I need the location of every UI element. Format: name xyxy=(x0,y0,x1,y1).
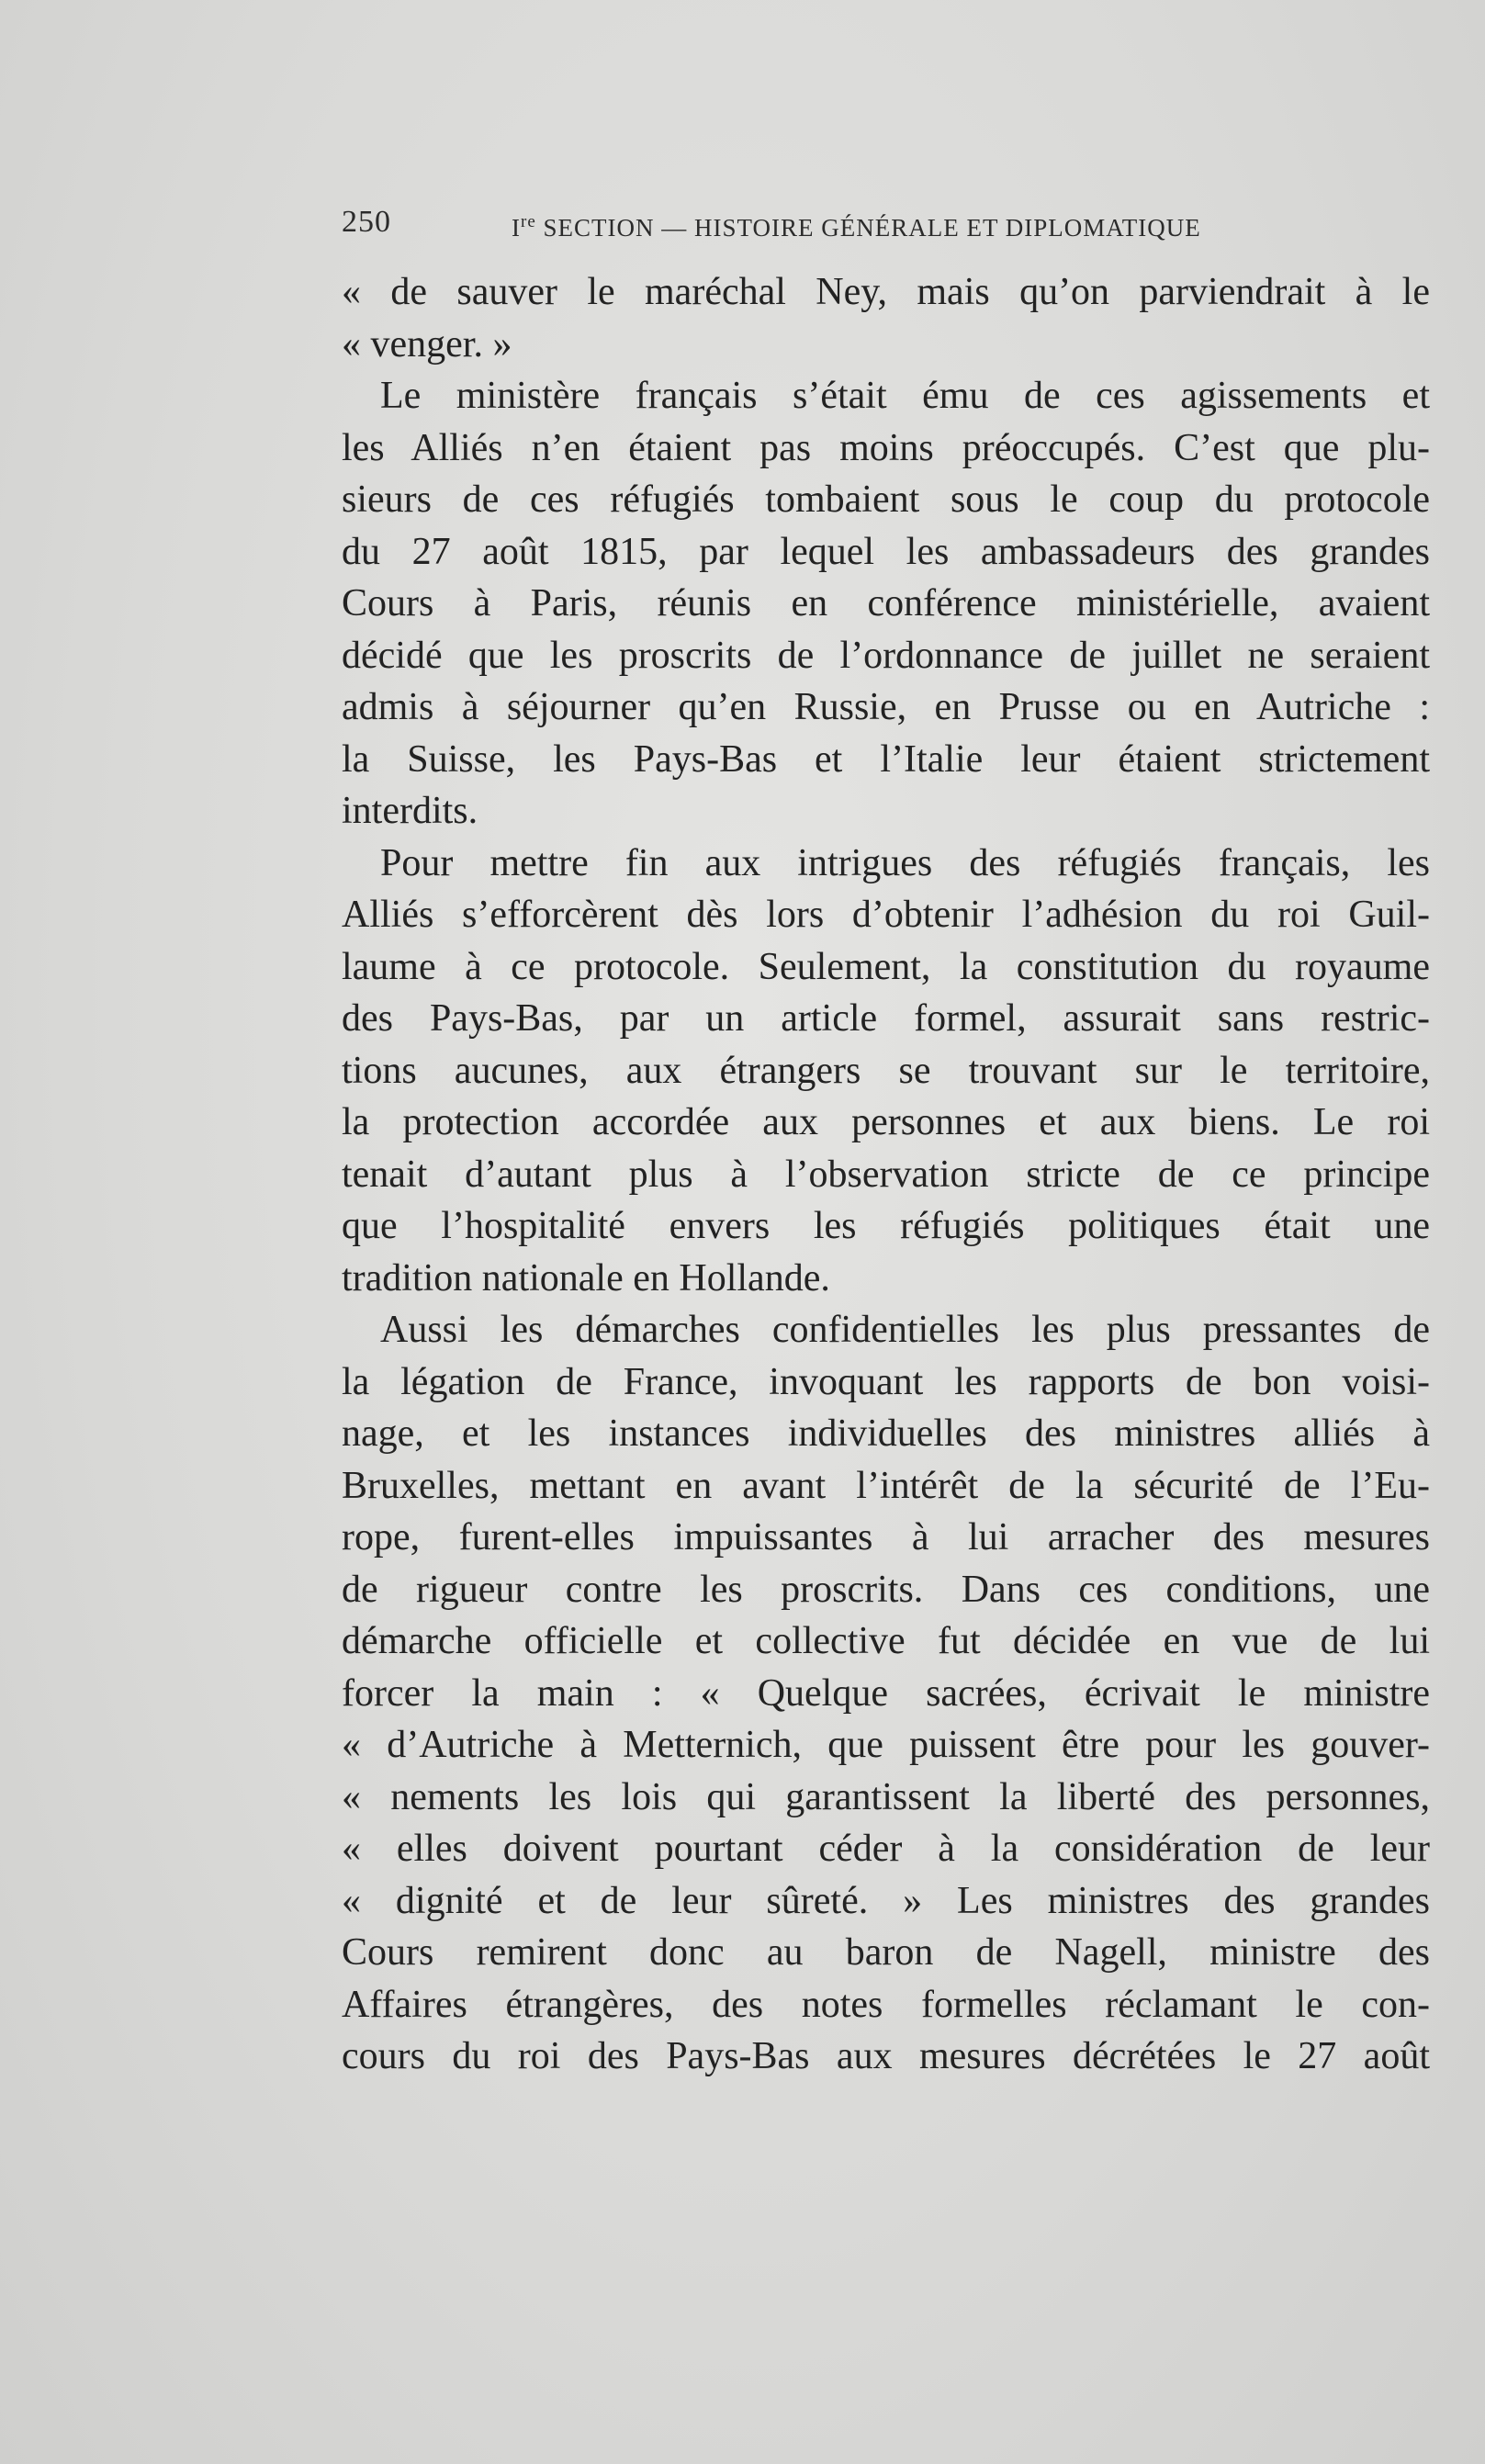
section-title-text: SECTION — HISTOIRE GÉNÉRALE ET DIPLOMATIQUE xyxy=(535,214,1201,242)
text-line: « dignité et de leur sûreté. » Les ministres des grandes xyxy=(342,1879,1430,1922)
section-prefix: I xyxy=(512,214,521,242)
text-line: Bruxelles, mettant en avant l’intérêt de la sécurité de l’Eu- xyxy=(342,1464,1430,1507)
text-line: cours du roi des Pays-Bas aux mesures décrétées le 27 août xyxy=(342,2035,1430,2077)
text-line: tenait d’autant plus à l’observation stricte de ce principe xyxy=(342,1153,1430,1196)
text-line: la protection accordée aux personnes et aux biens. Le roi xyxy=(342,1101,1430,1143)
section-title xyxy=(512,204,1201,246)
text-line: « d’Autriche à Metternich, que puissent être pour les gouver- xyxy=(342,1724,1430,1766)
page-number: 250 xyxy=(342,205,391,239)
paragraph-start-line: Aussi les démarches confidentielles les plus pressantes de xyxy=(380,1309,1430,1351)
text-line: Cours à Paris, réunis en conférence ministérielle, avaient xyxy=(342,582,1430,624)
text-line: « elles doivent pourtant céder à la considération de leur xyxy=(342,1828,1430,1870)
text-line: Cours remirent donc au baron de Nagell, ministre des xyxy=(342,1931,1430,1974)
text-line: « nements les lois qui garantissent la liberté des personnes, xyxy=(342,1775,1430,1818)
paragraph-start-line: Le ministère français s’était ému de ces agissements et xyxy=(380,375,1430,417)
running-head xyxy=(342,204,1265,241)
text-line: interdits. xyxy=(342,790,478,832)
text-line: « de sauver le maréchal Ney, mais qu’on parviendrait à le xyxy=(342,271,1430,313)
text-line: Alliés s’efforcèrent dès lors d’obtenir l’adhésion du roi Guil- xyxy=(342,894,1430,936)
text-line: forcer la main : « Quelque sacrées, écrivait le ministre xyxy=(342,1671,1430,1715)
text-line: que l’hospitalité envers les réfugiés politiques était une xyxy=(342,1205,1430,1247)
text-line: des Pays-Bas, par un article formel, assurait sans restric- xyxy=(342,997,1430,1040)
paragraph-start-line: Pour mettre fin aux intrigues des réfugiés français, les xyxy=(380,841,1430,884)
text-line: de rigueur contre les proscrits. Dans ces conditions, une xyxy=(342,1568,1430,1611)
text-line: tradition nationale en Hollande. xyxy=(342,1256,830,1300)
text-line: décidé que les proscrits de l’ordonnance de juillet ne seraient xyxy=(342,634,1430,677)
text-line: admis à séjourner qu’en Russie, en Prusse ou en Autriche : xyxy=(342,686,1430,728)
body-text xyxy=(342,266,1430,2083)
text-line: Affaires étrangères, des notes formelles réclamant le con- xyxy=(342,1983,1430,2026)
text-line: tions aucunes, aux étrangers se trouvant sur le territoire, xyxy=(342,1049,1430,1092)
text-line: sieurs de ces réfugiés tombaient sous le coup du protocole xyxy=(342,478,1430,521)
text-line: rope, furent-elles impuissantes à lui arracher des mesures xyxy=(342,1516,1430,1558)
section-superscript: re xyxy=(521,212,536,231)
text-line: la légation de France, invoquant les rapports de bon voisi- xyxy=(342,1360,1430,1403)
text-line: la Suisse, les Pays-Bas et l’Italie leur étaient strictement xyxy=(342,737,1430,781)
text-line: nage, et les instances individuelles des ministres alliés à xyxy=(342,1412,1430,1455)
text-line: les Alliés n’en étaient pas moins préoccupés. C’est que plu- xyxy=(342,426,1430,469)
text-line: « venger. » xyxy=(342,322,512,366)
text-line: démarche officielle et collective fut décidée en vue de lui xyxy=(342,1620,1430,1662)
text-line: du 27 août 1815, par lequel les ambassadeurs des grandes xyxy=(342,530,1430,573)
text-line: laume à ce protocole. Seulement, la constitution du royaume xyxy=(342,945,1430,988)
